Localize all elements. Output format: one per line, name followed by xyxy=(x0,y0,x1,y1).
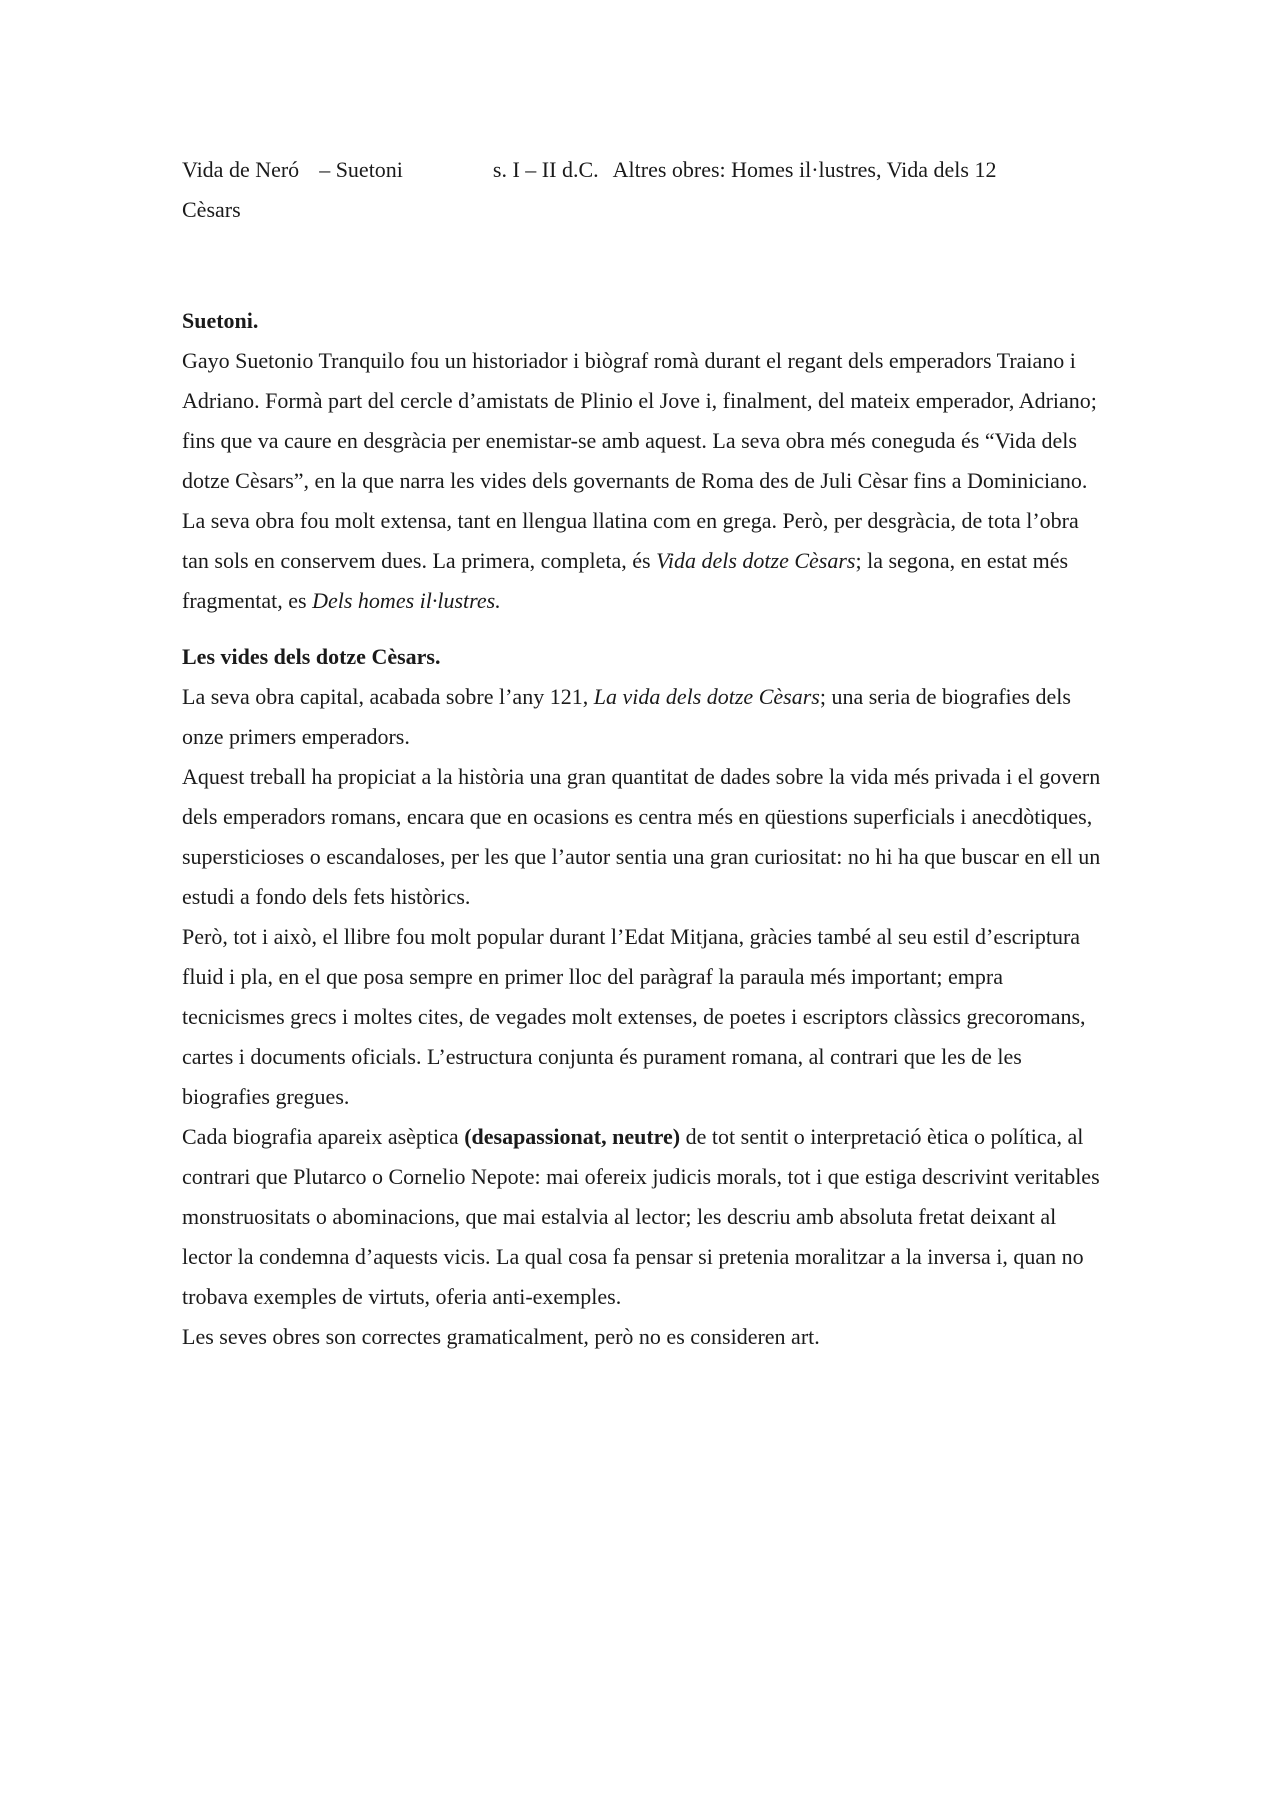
work-title-homes: Dels homes il·lustres. xyxy=(312,588,501,613)
paragraph-biography: Gayo Suetonio Tranquilo fou un historiador i biògraf romà durant el regant dels emperadors Traiano i Adriano. Formà part del cercle d’amistats de Plinio el Jove i, finalment, del mateix emperador, Adriano; fins que va caure en desgràcia per enemistar-se amb aquest. La seva obra més coneguda és “Vida dels dotze Cèsars”, en la que narra les vides dels governants de Roma des de Juli Cèsar fins a Dominiciano. xyxy=(182,348,1097,493)
header-title: Vida de Neró xyxy=(182,157,300,182)
paragraph-grammar: Les seves obres son correctes gramaticalment, però no es consideren art. xyxy=(182,1324,820,1349)
paragraph-capital-text-c: ; una seria de biografies dels onze primers emperadors. xyxy=(182,684,1071,749)
header-author: – Suetoni xyxy=(319,157,403,182)
paragraph-aseptic-text-c: de tot sentit o interpretació ètica o política, al contrari que Plutarco o Cornelio Nepote: mai ofereix judicis morals, tot i que estiga descrivint veritables monstruositats o abominacions, que mai estalvia al lector; les descriu amb absoluta fretat deixant al lector la condemna d’aquests vicis. La qual cosa fa pensar si pretenia moralitzar a la inversa i, quan no trobava exemples de virtuts, oferia anti-exemples. xyxy=(182,1124,1100,1309)
paragraph-aseptic xyxy=(182,1117,1102,1317)
document-page xyxy=(182,150,1102,1357)
paragraph-aseptic-bold: (desapassionat, neutre) xyxy=(464,1124,681,1149)
paragraph-works-text-c: ; la segona, en estat més fragmentat, es xyxy=(182,548,1069,613)
header-other-works: Altres obres: Homes il·lustres, Vida dels 12 xyxy=(612,157,997,182)
work-title-cesars: Vida dels dotze Cèsars xyxy=(656,548,856,573)
header-other-works-cont: Cèsars xyxy=(182,197,241,222)
paragraph-works xyxy=(182,501,1102,621)
paragraph-capital-text-a: La seva obra capital, acabada sobre l’any 121, xyxy=(182,684,594,709)
paragraph-popularity: Però, tot i això, el llibre fou molt popular durant l’Edat Mitjana, gràcies també al seu estil d’escriptura fluid i pla, en el que posa sempre en primer lloc del paràgraf la paraula més important; empra tecnicismes grecs i moltes cites, de vegades molt extenses, de poetes i escriptors clàssics grecoromans, cartes i documents oficials. L’estructura conjunta és purament romana, al contrari que les de les biografies gregues. xyxy=(182,924,1086,1109)
paragraph-capital-work xyxy=(182,677,1102,757)
paragraph-historical-data: Aquest treball ha propiciat a la història una gran quantitat de dades sobre la vida més privada i el govern dels emperadors romans, encara que en ocasions es centra més en qüestions superficials i anecdòtiques, supersticioses o escandaloses, per les que l’autor sentia una gran curiositat: no hi ha que buscar en ell un estudi a fondo dels fets històrics. xyxy=(182,764,1101,909)
header-period: s. I – II d.C. xyxy=(492,157,599,182)
document-header xyxy=(182,150,1102,230)
section-title-vides: Les vides dels dotze Cèsars. xyxy=(182,644,441,669)
section-title-suetoni: Suetoni. xyxy=(182,308,259,333)
work-title-vida: La vida dels dotze Cèsars xyxy=(593,684,820,709)
paragraph-aseptic-text-a: Cada biografia apareix asèptica xyxy=(182,1124,465,1149)
paragraph-works-text-a: La seva obra fou molt extensa, tant en llengua llatina com en grega. Però, per desgràcia, de tota l’obra tan sols en conservem dues. La primera, completa, és xyxy=(182,508,1079,573)
